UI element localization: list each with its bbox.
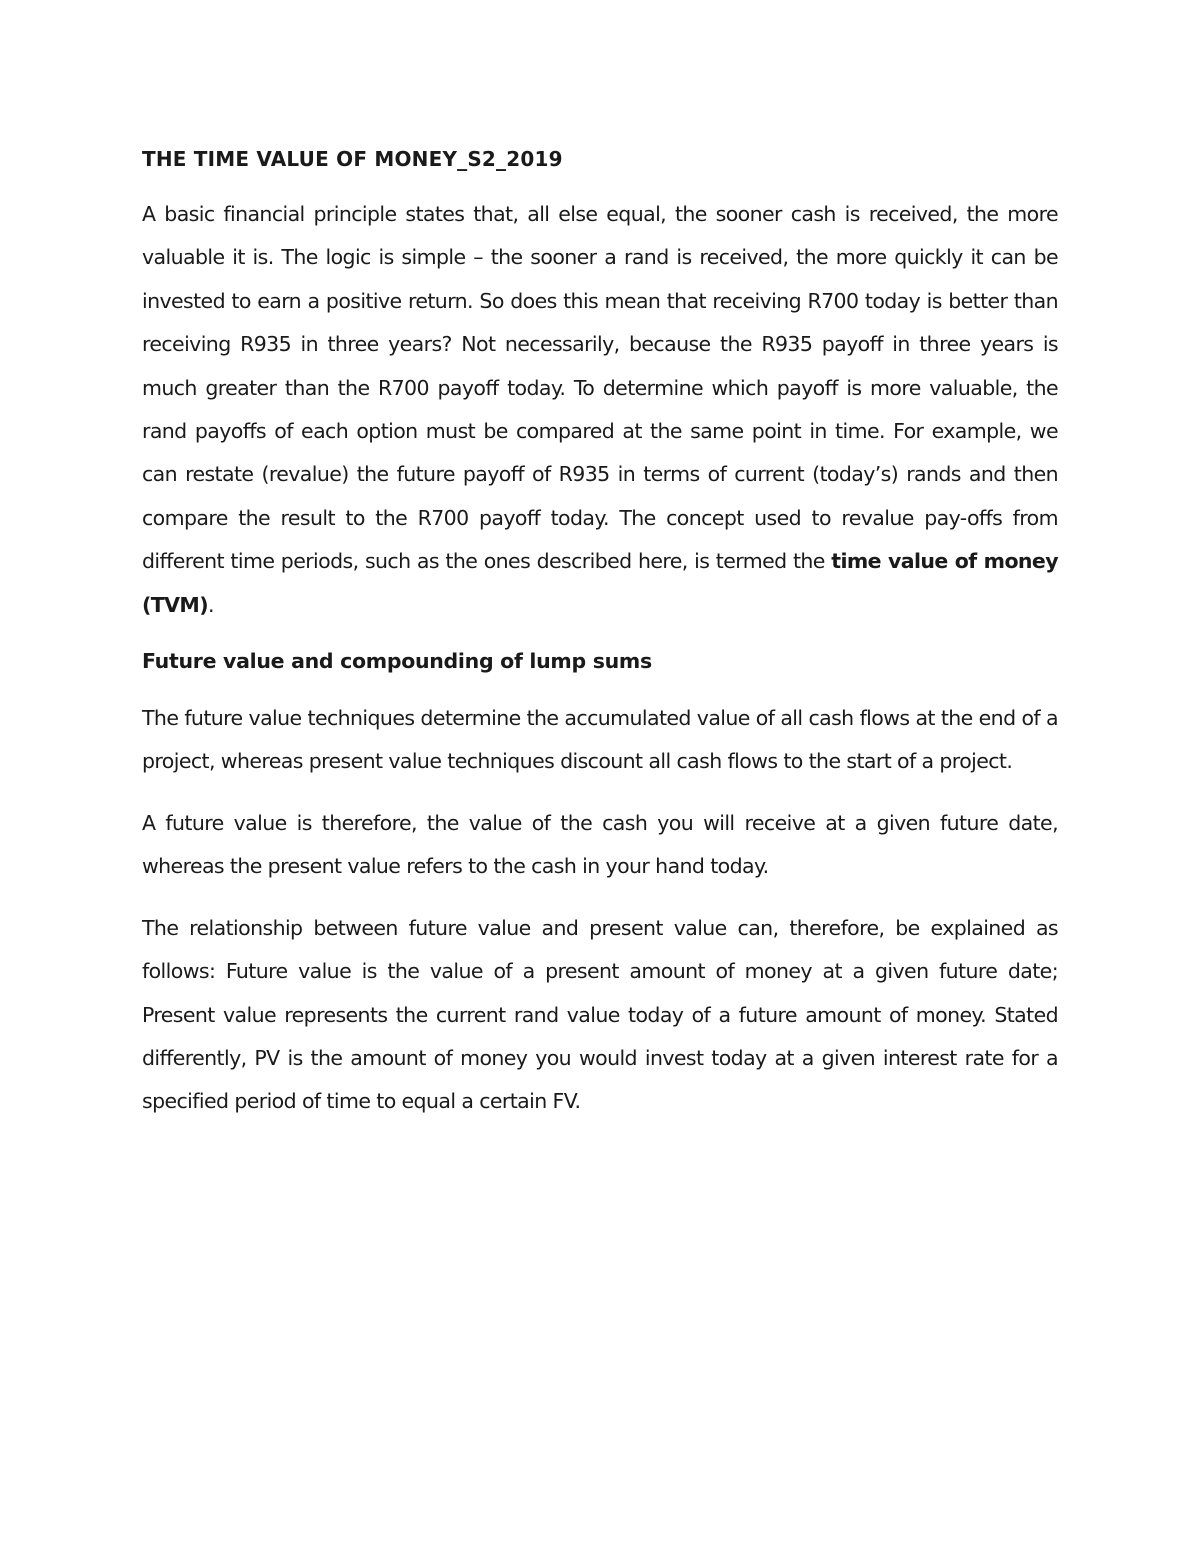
paragraph-fv-pv-relationship: The relationship between future value and present value can, therefore, be explained as follows: Future value is the value of a present amount of money at a given future date; Present value represents the current rand value today of a future amount of money. Stated differently, PV is the amount of money you would invest today at a given interest rate for a specified period of time to equal a certain FV. (142, 915, 1058, 1114)
section-heading: Future value and compounding of lump sums (142, 649, 652, 674)
intro-text: A basic financial principle states that, all else equal, the sooner cash is received, the more valuable it is. The logic is simple – the sooner a rand is received, the more quickly it can be invested to earn a positive return. So does this mean that receiving R700 today is better than receiving R935 in three years? Not necessarily, because the R935 payoff in three years is much greater than the R700 payoff today. To determine which payoff is more valuable, the rand payoffs of each option must be compared at the same point in time. For example, we can restate (revalue) the future payoff of R935 in terms of current (today’s) rands and then compare the result to the R700 payoff today. The concept used to revalue pay-offs from different time periods, such as the ones described here, is termed the (142, 202, 1058, 574)
intro-paragraph (142, 193, 1058, 627)
paragraph-future-value-techniques: The future value techniques determine the accumulated value of all cash flows at the end of a project, whereas present value techniques discount all cash flows to the start of a project. (142, 706, 1058, 774)
tvm-term: time value of money (TVM) (142, 549, 1058, 617)
paragraph-future-value-definition: A future value is therefore, the value of the cash you will receive at a given future date, whereas the present value refers to the cash in your hand today. (142, 810, 1058, 879)
document-body (142, 143, 1058, 1142)
document-title: THE TIME VALUE OF MONEY_S2_2019 (142, 147, 563, 171)
intro-end: . (208, 592, 214, 617)
